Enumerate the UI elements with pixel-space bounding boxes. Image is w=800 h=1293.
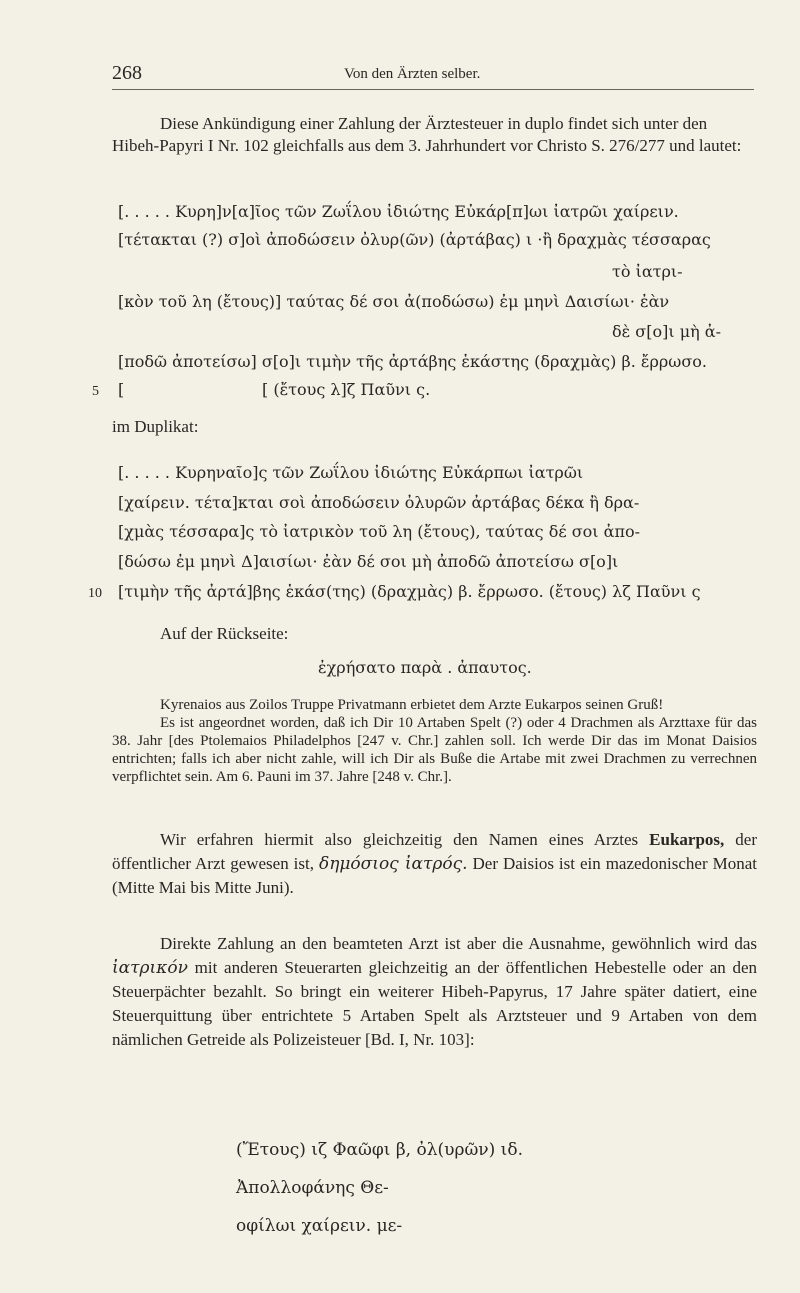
greek-line: [χαίρειν. τέτα]κται σοὶ ἀποδώσειν ὀλυρῶν ἀρτάβας δέκα ἢ δρα- bbox=[118, 493, 640, 512]
body-paragraph bbox=[112, 932, 757, 1052]
greek-line: (Ἔτους) ιζ Φαῶφι β, ὀλ(υρῶν) ιδ. bbox=[236, 1140, 523, 1160]
running-head: Von den Ärzten selber. bbox=[344, 66, 481, 82]
greek-bracket: [ bbox=[118, 380, 125, 399]
text-run: der öffentlicher Arzt gewesen ist, bbox=[112, 830, 757, 873]
line-number: 10 bbox=[88, 586, 102, 601]
duplikat-label: im Duplikat: bbox=[112, 417, 199, 436]
header-rule bbox=[112, 89, 754, 90]
greek-line: [. . . . . Κυρη]ν[α]ῖος τῶν Ζωΐλου ἰδιώτης Εὐκάρ[π]ωι ἰατρῶι χαίρειν. bbox=[118, 202, 679, 221]
text-run: Direkte Zahlung an den beamteten Arzt ist aber die Ausnahme, gewöhnlich wird das bbox=[160, 934, 757, 953]
greek-line: τὸ ἰατρι- bbox=[612, 262, 683, 281]
text-run: Wir erfahren hiermit also gleichzeitig den Namen eines Arztes bbox=[160, 830, 650, 849]
greek-line: δὲ σ[ο]ι μὴ ἀ- bbox=[612, 322, 721, 341]
greek-line: [ (ἔτους λ]ζ Παῦνι ς. bbox=[262, 380, 431, 399]
greek-line: [κὸν τοῦ λη (ἔτους)] ταύτας δέ σοι ἀ(ποδώσω) ἐμ μηνὶ Δαισίωι· ἐὰν bbox=[118, 292, 670, 311]
rueckseite-greek: ἐχρήσατο παρὰ . ἀπαυτος. bbox=[318, 658, 532, 677]
translation-block bbox=[112, 696, 757, 786]
greek-line: [ποδῶ ἀποτείσω] σ[ο]ι τιμὴν τῆς ἀρτάβης ἑκάστης (δραχμὰς) β. ἔρρωσο. bbox=[118, 352, 707, 371]
translation-para: Kyrenaios aus Zoilos Truppe Privatmann erbietet dem Arzte Eukarpos seinen Gruß! bbox=[160, 697, 664, 713]
greek-line: [δώσω ἐμ μηνὶ Δ]αισίωι· ἐὰν δέ σοι μὴ ἀποδῶ ἀποτείσω σ[ο]ι bbox=[118, 552, 619, 571]
greek-line: [. . . . . Κυρηναῖο]ς τῶν Ζωΐλου ἰδιώτης Εὐκάρπωι ἰατρῶι bbox=[118, 463, 584, 482]
bold-name: Eukarpos, bbox=[649, 830, 725, 849]
page-header bbox=[112, 62, 754, 88]
translation-para: Es ist angeordnet worden, daß ich Dir 10 Artaben Spelt (?) oder 4 Drachmen als Arzttaxe für das 38. Jahr [des Ptolemaios Philadelphos [247 v. Chr.] zahlen soll. Ich werde Dir das im Monat Daisios entrichten; falls ich aber nicht zahle, will ich Dir als Buße die Artabe mit zwei Drachmen zu verrechnen verpflichtet sein. Am 6. Pauni im 37. Jahre [248 v. Chr.]. bbox=[112, 715, 757, 785]
greek-line: [τιμὴν τῆς ἀρτά]βης ἑκάσ(της) (δραχμὰς) β. ἔρρωσο. (ἔτους) λζ Παῦνι ς bbox=[118, 582, 701, 601]
text-run: mit anderen Steuerarten gleichzeitig an der öffentlichen Hebestelle oder an den Steuerpächter bezahlt. So bringt ein weiterer Hibeh-Papyrus, 17 Jahre später datiert, eine Steuerquittung über entrichtete 5 Artaben Spelt als Arztsteuer und 9 Artaben von dem nämlichen Getreide als Polizeisteuer [Bd. I, Nr. 103]: bbox=[112, 958, 757, 1049]
rueckseite-label: Auf der Rückseite: bbox=[160, 624, 289, 643]
greek-line: Ἀπολλοφάνης Θε- bbox=[236, 1178, 389, 1198]
text-run: Der Daisios ist ein mazedonischer Monat (Mitte Mai bis Mitte Juni). bbox=[112, 854, 757, 897]
body-paragraph bbox=[112, 828, 757, 900]
greek-line: [χμὰς τέσσαρα]ς τὸ ἰατρικὸν τοῦ λη (ἔτους), ταύτας δέ σοι ἀπο- bbox=[118, 522, 640, 541]
line-number: 5 bbox=[92, 384, 99, 399]
greek-term: δημόσιος ἰατρός. bbox=[318, 854, 468, 874]
page-number: 268 bbox=[112, 62, 142, 84]
greek-line: [τέτακται (?) σ]οὶ ἀποδώσειν ὀλυρ(ῶν) (ἀρτάβας) ι ·ἢ δραχμὰς τέσσαρας bbox=[118, 230, 711, 249]
greek-line: οφίλωι χαίρειν. με- bbox=[236, 1216, 403, 1236]
greek-term: ἰατρικόν bbox=[112, 958, 188, 978]
intro-paragraph: Diese Ankündigung einer Zahlung der Ärztesteuer in duplo findet sich unter den Hibeh-Papyri I Nr. 102 gleichfalls aus dem 3. Jahrhundert vor Christo S. 276/277 und lautet: bbox=[112, 114, 742, 155]
